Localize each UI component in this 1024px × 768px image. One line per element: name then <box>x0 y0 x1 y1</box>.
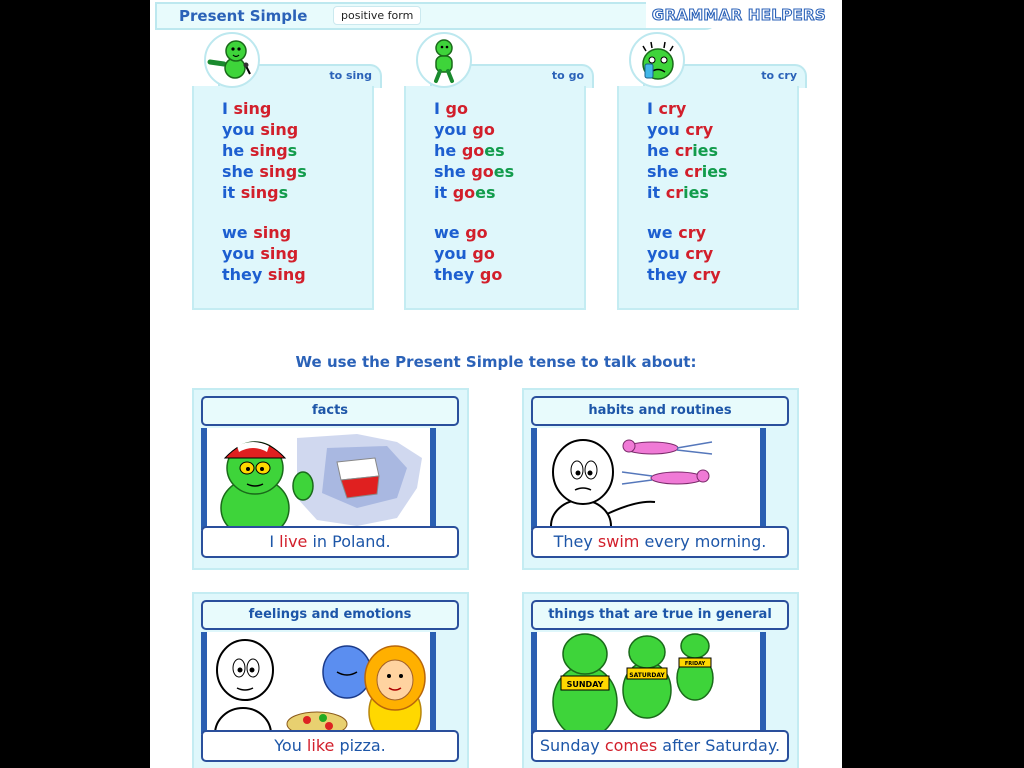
card-label: habits and routines <box>531 396 789 426</box>
pronoun: you <box>434 244 473 263</box>
pronoun: it <box>647 183 666 202</box>
page-title: Present Simple <box>179 7 308 25</box>
verb-stem: sing <box>260 244 299 263</box>
pronoun: you <box>434 120 473 139</box>
pronoun: I <box>222 99 234 118</box>
example-sentence <box>201 526 459 558</box>
lesson-page <box>150 0 842 768</box>
title-bar <box>155 2 719 30</box>
sentence-start: You <box>274 736 307 755</box>
sentence-verb: live <box>279 532 308 551</box>
pronoun: he <box>434 141 462 160</box>
pronoun: we <box>647 223 679 242</box>
verb-ending: es <box>484 141 505 160</box>
conjugation-list <box>434 98 514 285</box>
walker-character-icon <box>416 32 472 88</box>
pronoun: you <box>647 244 686 263</box>
verb-stem: go <box>472 120 495 139</box>
verb-label: to cry <box>761 69 797 82</box>
usage-card-feelings <box>192 592 469 768</box>
verb-panel-sing <box>182 37 380 312</box>
conjugation-list <box>647 98 728 285</box>
verb-ending: s <box>287 141 298 160</box>
conjugation-line <box>222 119 307 140</box>
conjugation-list <box>222 98 307 285</box>
conjugation-box <box>404 86 586 310</box>
example-sentence <box>531 730 789 762</box>
sentence-start: Sunday <box>539 736 605 755</box>
conjugation-box <box>192 86 374 310</box>
verb-stem: sing <box>260 120 299 139</box>
conjugation-line <box>647 222 728 243</box>
verb-stem: sing <box>253 223 292 242</box>
conjugation-line <box>222 161 307 182</box>
card-label: feelings and emotions <box>201 600 459 630</box>
pronoun: I <box>647 99 659 118</box>
sentence-end: every morning. <box>639 532 767 551</box>
pronoun: I <box>434 99 446 118</box>
example-sentence <box>531 526 789 558</box>
brand-logo: GRAMMAR HELPERS <box>646 2 832 28</box>
conjugation-line <box>222 182 307 203</box>
pronoun: she <box>647 162 685 181</box>
verb-stem: cr <box>674 141 693 160</box>
sentence-verb: swim <box>597 532 640 551</box>
conjugation-line <box>434 243 514 264</box>
card-label: things that are true in general <box>531 600 789 630</box>
pronoun: she <box>222 162 260 181</box>
verb-stem: cry <box>658 99 687 118</box>
conjugation-line <box>647 243 728 264</box>
sentence-start: They <box>553 532 598 551</box>
verb-stem: cr <box>665 183 684 202</box>
conjugation-line <box>222 140 307 161</box>
crying-character-icon <box>629 32 685 88</box>
conjugation-line <box>647 119 728 140</box>
swimmers-illustration <box>531 428 766 530</box>
verb-stem: go <box>465 223 488 242</box>
pronoun: they <box>434 265 480 284</box>
verb-stem: cry <box>685 244 714 263</box>
sentence-verb: like <box>306 736 335 755</box>
verb-stem: cry <box>692 265 721 284</box>
plural-gap <box>434 203 514 222</box>
pronoun: they <box>647 265 693 284</box>
verb-panel-cry <box>607 37 805 312</box>
conjugation-line <box>647 98 728 119</box>
conjugation-line <box>647 161 728 182</box>
saturday-shirt-label: SATURDAY <box>629 672 665 679</box>
conjugation-line <box>434 119 514 140</box>
pronoun: we <box>222 223 254 242</box>
conjugation-box <box>617 86 799 310</box>
verb-stem: sing <box>259 162 298 181</box>
verb-panel-go <box>394 37 592 312</box>
verb-ending: es <box>493 162 515 181</box>
pronoun: he <box>647 141 675 160</box>
conjugation-line <box>647 140 728 161</box>
verb-stem: go <box>471 162 494 181</box>
sentence-end: pizza. <box>334 736 386 755</box>
verb-stem: sing <box>267 265 306 284</box>
pronoun: she <box>434 162 472 181</box>
poland-map-illustration <box>201 428 436 530</box>
pronoun: you <box>222 244 261 263</box>
conjugation-line <box>434 161 514 182</box>
sentence-end: in Poland. <box>307 532 391 551</box>
plural-gap <box>647 203 728 222</box>
verb-stem: sing <box>249 141 288 160</box>
verb-stem: go <box>472 244 495 263</box>
verb-ending: ies <box>701 162 728 181</box>
card-label: facts <box>201 396 459 426</box>
verb-stem: sing <box>240 183 279 202</box>
usage-heading: We use the Present Simple tense to talk about: <box>295 353 697 371</box>
page-subtitle: positive form <box>333 6 421 25</box>
verb-stem: cr <box>684 162 702 181</box>
conjugation-line <box>222 243 307 264</box>
sentence-verb: comes <box>604 736 658 755</box>
example-sentence <box>201 730 459 762</box>
verb-stem: go <box>479 265 503 284</box>
friday-shirt-label: FRIDAY <box>684 661 706 667</box>
pronoun: you <box>647 120 686 139</box>
verb-stem: cry <box>685 120 714 139</box>
pronoun: they <box>222 265 268 284</box>
conjugation-line <box>222 264 307 285</box>
conjugation-line <box>434 98 514 119</box>
sentence-end: after Saturday. <box>657 736 781 755</box>
conjugation-line <box>434 222 514 243</box>
usage-card-habits <box>522 388 799 570</box>
pizza-illustration <box>201 632 436 734</box>
pronoun: we <box>434 223 466 242</box>
conjugation-line <box>647 182 728 203</box>
pronoun: it <box>434 183 453 202</box>
conjugation-line <box>647 264 728 285</box>
verb-stem: cry <box>678 223 707 242</box>
verb-ending: es <box>475 183 496 202</box>
verb-label: to sing <box>329 69 372 82</box>
conjugation-line <box>434 182 514 203</box>
verb-label: to go <box>551 69 584 82</box>
pronoun: it <box>222 183 241 202</box>
pronoun: he <box>222 141 250 160</box>
verb-ending: ies <box>683 183 709 202</box>
verb-stem: sing <box>233 99 272 118</box>
verb-stem: go <box>452 183 476 202</box>
verb-ending: s <box>278 183 289 202</box>
verb-stem: go <box>461 141 485 160</box>
conjugation-line <box>434 140 514 161</box>
conjugation-line <box>222 98 307 119</box>
conjugation-line <box>222 222 307 243</box>
usage-card-general-truths <box>522 592 799 768</box>
plural-gap <box>222 203 307 222</box>
singer-character-icon <box>204 32 260 88</box>
days-of-week-illustration <box>531 632 766 734</box>
sunday-shirt-label: SUNDAY <box>566 680 604 689</box>
usage-card-facts <box>192 388 469 570</box>
sentence-start: I <box>269 532 280 551</box>
verb-ending: s <box>297 162 307 181</box>
conjugation-line <box>434 264 514 285</box>
verb-ending: ies <box>692 141 719 160</box>
pronoun: you <box>222 120 261 139</box>
verb-stem: go <box>445 99 468 118</box>
